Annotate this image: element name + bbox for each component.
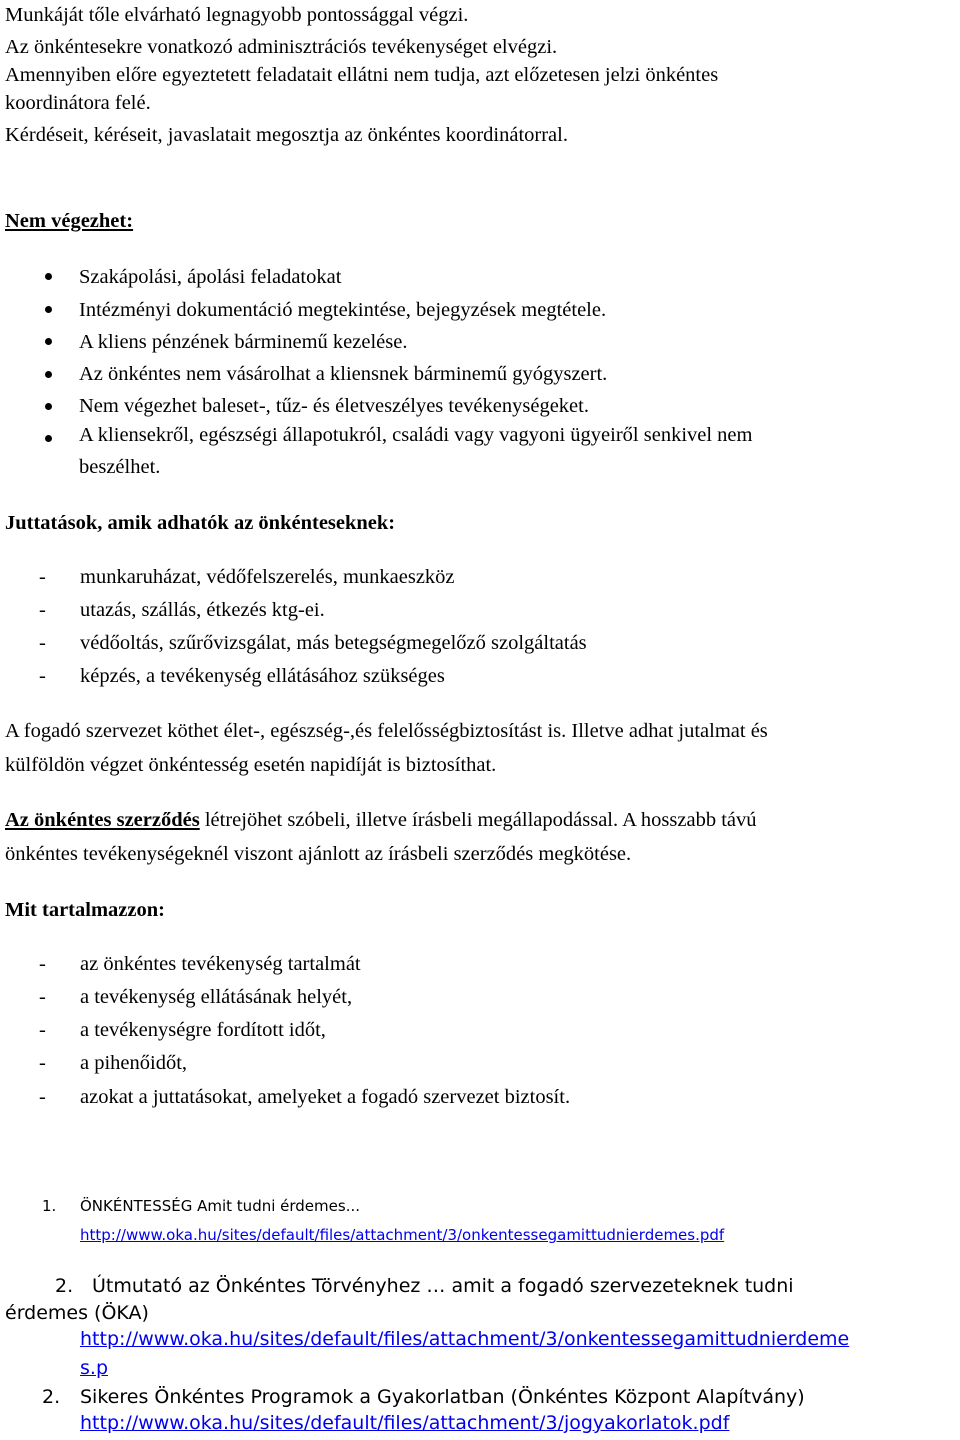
bullet-icon [45,306,52,313]
list-item: az önkéntes tevékenység tartalmát [80,953,361,975]
reference-title: ÖNKÉNTESSÉG Amit tudni érdemes... [80,1197,360,1215]
bullet-icon [45,371,52,378]
list-item: utazás, szállás, étkezés ktg-ei. [80,599,325,621]
list-item: A kliens pénzének bárminemű kezelése. [79,331,408,353]
list-item: Nem végezhet baleset-, tűz- és életveszélyes tevékenységeket. [79,395,589,417]
paragraph-line: külföldön végzet önkéntesség esetén napidíját is biztosíthat. [5,754,497,776]
intro-line: koordinátora felé. [5,92,151,114]
dash-marker: - [39,566,46,588]
paragraph-line [5,807,756,833]
intro-line: Munkáját tőle elvárható legnagyobb pontossággal végzi. [5,4,469,26]
section-heading-tartalom: Mit tartalmazzon: [5,899,165,921]
reference-link[interactable]: s.p [80,1357,108,1379]
reference-title: Sikeres Önkéntes Programok a Gyakorlatban (Önkéntes Központ Alapítvány) [80,1386,805,1408]
list-item: Szakápolási, ápolási feladatokat [79,266,342,288]
intro-line: Amennyiben előre egyeztetett feladatait ellátni nem tudja, azt előzetesen jelzi önkéntes [5,64,719,86]
reference-link[interactable]: http://www.oka.hu/sites/default/files/attachment/3/onkentessegamittudnierdeme [80,1328,850,1350]
dash-marker: - [39,1086,46,1108]
list-item: Intézményi dokumentáció megtekintése, bejegyzések megtétele. [79,299,607,321]
dash-marker: - [39,599,46,621]
reference-number: 2. [42,1386,61,1408]
paragraph-line: A fogadó szervezet köthet élet-, egészség-,és felelősségbiztosítást is. Illetve adhat jutalmat és [5,720,768,742]
dash-marker: - [39,1052,46,1074]
reference-link[interactable]: http://www.oka.hu/sites/default/files/attachment/3/onkentessegamittudnierdemes.pdf [80,1226,725,1244]
list-item: védőoltás, szűrővizsgálat, más betegségmegelőző szolgáltatás [80,632,587,654]
list-item: képzés, a tevékenység ellátásához szükséges [80,665,445,687]
paragraph-line: önkéntes tevékenységeknél viszont ajánlott az írásbeli szerződés megkötése. [5,843,632,865]
list-item: a tevékenység ellátásának helyét, [80,986,353,1008]
section-heading-nem-vegezhet: Nem végezhet: [5,210,134,232]
dash-marker: - [39,665,46,687]
intro-line: Az önkéntesekre vonatkozó adminisztrációs tevékenységet elvégzi. [5,36,558,58]
list-item: Az önkéntes nem vásárolhat a kliensnek bárminemű gyógyszert. [79,363,608,385]
dash-marker: - [39,1019,46,1041]
list-item: a tevékenységre fordított időt, [80,1019,326,1041]
list-item: A kliensekről, egészségi állapotukról, családi vagy vagyoni ügyeiről senkivel nem [79,424,753,446]
reference-link[interactable]: http://www.oka.hu/sites/default/files/attachment/3/jogyakorlatok.pdf [80,1412,730,1434]
section-heading-juttatasok: Juttatások, amik adhatók az önkénteseknek: [5,512,396,534]
bullet-icon [45,273,52,280]
reference-title: Útmutató az Önkéntes Törvényhez … amit a fogadó szervezeteknek tudni [92,1275,794,1297]
bullet-icon [45,435,52,442]
dash-marker: - [39,953,46,975]
szerzodes-emphasis: Az önkéntes szerződés [5,809,200,831]
list-item: azokat a juttatásokat, amelyeket a fogadó szervezet biztosít. [80,1086,571,1108]
list-item: munkaruházat, védőfelszerelés, munkaeszköz [80,566,455,588]
reference-number: 1. [42,1197,57,1215]
dash-marker: - [39,986,46,1008]
list-item-continuation: beszélhet. [79,456,161,478]
bullet-icon [45,338,52,345]
dash-marker: - [39,632,46,654]
list-item: a pihenőidőt, [80,1052,188,1074]
paragraph-text: létrejöhet szóbeli, illetve írásbeli megállapodással. A hosszabb távú [199,809,757,831]
intro-line: Kérdéseit, kéréseit, javaslatait megosztja az önkéntes koordinátorral. [5,124,568,146]
bullet-icon [45,403,52,410]
reference-title: érdemes (ÖKA) [5,1302,149,1324]
reference-number: 2. [55,1275,74,1297]
